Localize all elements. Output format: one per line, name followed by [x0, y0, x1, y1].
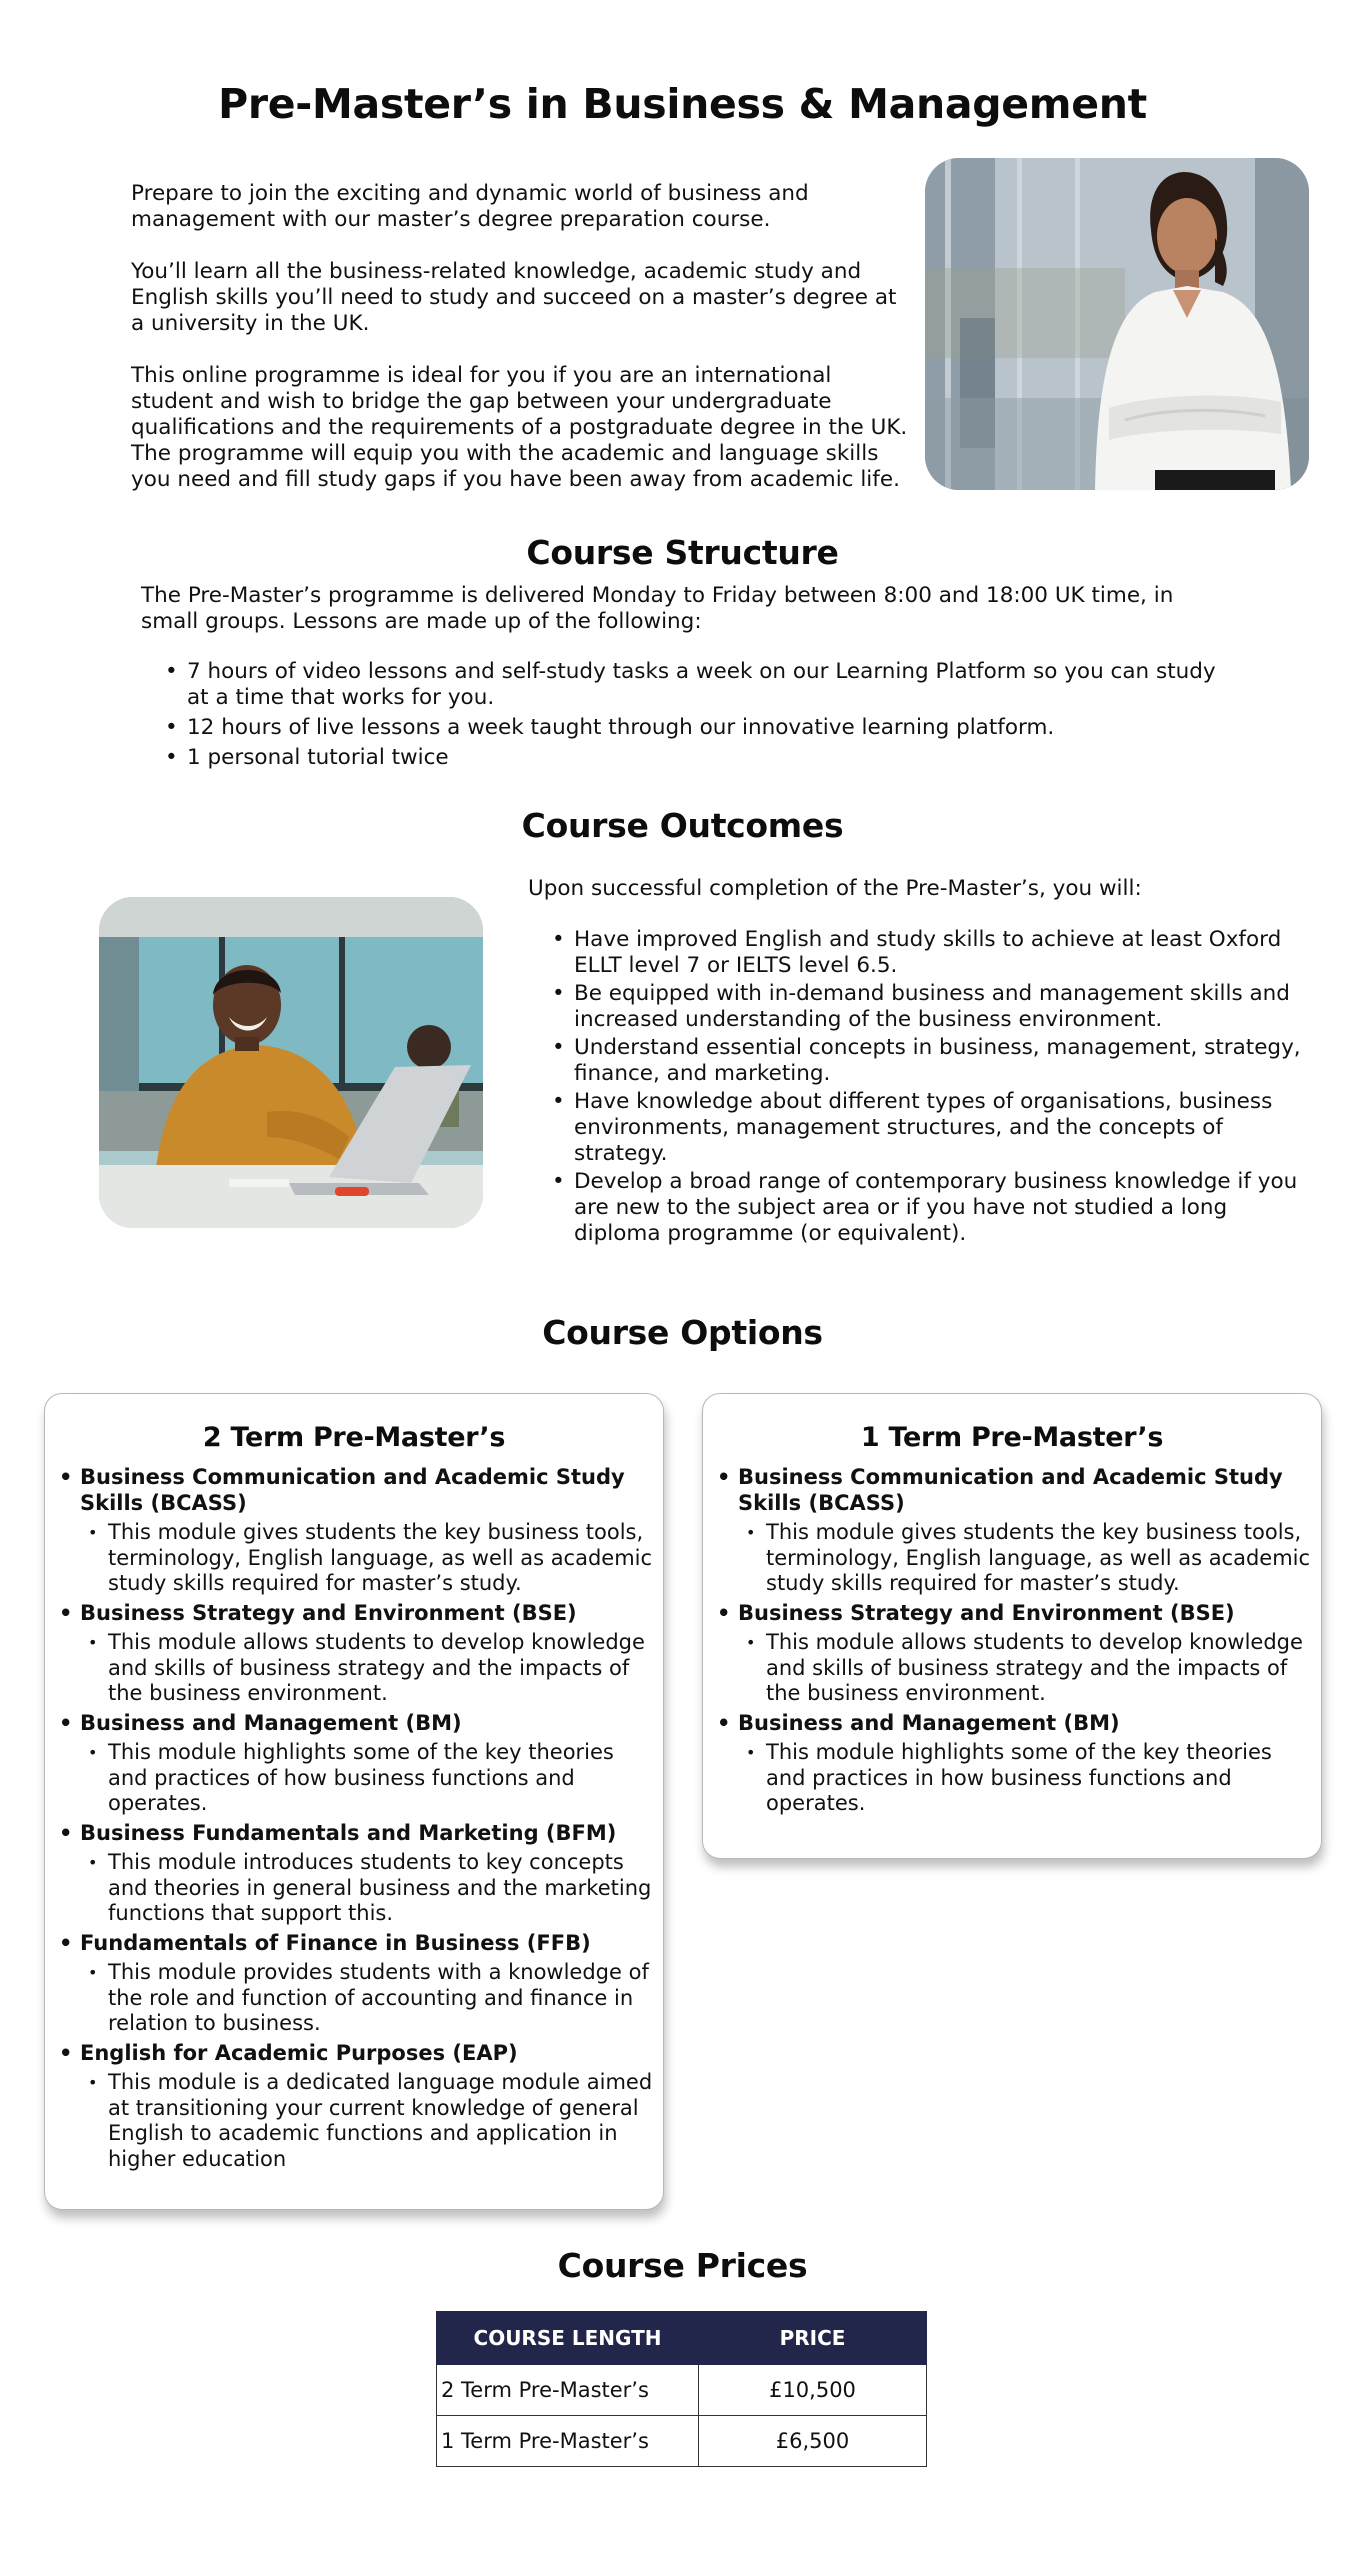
student-laptop-photo [99, 897, 483, 1228]
course-structure-heading: Course Structure [526, 533, 839, 572]
one-term-title: 1 Term Pre-Master’s [860, 1422, 1164, 1453]
module-description: • This module gives students the key business tools, terminology, English language, as well as academic study skills required for master’s study. [738, 1520, 1311, 1597]
course-structure-list [141, 659, 1231, 775]
module-name: • Business Communication and Academic Study Skills (BCASS) [738, 1465, 1283, 1515]
course-outcomes-list [528, 927, 1308, 1249]
table-header-row [437, 2312, 927, 2365]
module-name: • Business Strategy and Environment (BSE) [738, 1600, 1235, 1625]
module-description: • This module allows students to develop knowledge and skills of business strategy and the impacts of the business environment. [80, 1630, 653, 1707]
price-cell: £6,500 [699, 2416, 927, 2467]
column-header-price: PRICE [699, 2312, 927, 2365]
two-term-title: 2 Term Pre-Master’s [202, 1422, 506, 1453]
businesswoman-photo [925, 158, 1309, 490]
module-item [703, 1465, 1321, 1597]
module-name: • Business and Management (BM) [80, 1710, 462, 1735]
module-item [45, 1465, 663, 1597]
module-description: • This module gives students the key business tools, terminology, English language, as well as academic study skills required for master’s study. [80, 1520, 653, 1597]
course-structure-intro [141, 583, 1231, 635]
prices-table [436, 2311, 927, 2467]
module-item [45, 1601, 663, 1707]
course-outcomes-heading: Course Outcomes [521, 806, 844, 845]
module-item [703, 1711, 1321, 1817]
table-row [437, 2365, 927, 2416]
list-item: • 7 hours of video lessons and self-study tasks a week on our Learning Platform so you can study at a time that works for you. [141, 659, 1231, 711]
course-length-cell: 2 Term Pre-Master’s [437, 2365, 699, 2416]
module-description: • This module provides students with a knowledge of the role and function of accounting and finance in relation to business. [80, 1960, 653, 2037]
list-item: • Develop a broad range of contemporary business knowledge if you are new to the subject area or if you have not studied a long diploma programme (or equivalent). [528, 1169, 1308, 1247]
module-item [45, 1821, 663, 1927]
price-cell: £10,500 [699, 2365, 927, 2416]
one-term-module-list [703, 1465, 1321, 1821]
intro-paragraph: Prepare to join the exciting and dynamic world of business and management with our master’s degree preparation course. [131, 181, 809, 232]
module-description: • This module allows students to develop knowledge and skills of business strategy and the impacts of the business environment. [738, 1630, 1311, 1707]
two-term-option-card [44, 1393, 664, 2210]
list-item: • Have improved English and study skills to achieve at least Oxford ELLT level 7 or IELTS level 6.5. [528, 927, 1308, 979]
module-name: • Business Communication and Academic Study Skills (BCASS) [80, 1465, 625, 1515]
page-title: Pre-Master’s in Business & Management [218, 80, 1147, 128]
one-term-option-card [702, 1393, 1322, 1859]
module-item [703, 1601, 1321, 1707]
two-term-module-list [45, 1465, 663, 2176]
course-structure-intro-text: The Pre-Master’s programme is delivered Monday to Friday between 8:00 and 18:00 UK time, in small groups. Lessons are made up of the following: [141, 583, 1174, 634]
course-outcomes-intro: Upon successful completion of the Pre-Master’s, you will: [528, 876, 1142, 901]
student-laptop-illustration [99, 897, 483, 1228]
list-item: • 1 personal tutorial twice [141, 745, 1231, 771]
module-name: • Fundamentals of Finance in Business (FFB) [80, 1930, 591, 1955]
course-length-cell: 1 Term Pre-Master’s [437, 2416, 699, 2467]
intro-paragraph: This online programme is ideal for you if you are an international student and wish to bridge the gap between your undergraduate qualifications and the requirements of a postgraduate degree in the UK. The programme will equip you with the academic and language skills you need and fill study gaps if you have been away from academic life. [131, 363, 908, 492]
module-item [45, 2041, 663, 2173]
column-header-course-length: COURSE LENGTH [437, 2312, 699, 2365]
module-description: • This module highlights some of the key theories and practices in how business functions and operates. [738, 1740, 1311, 1817]
module-name: • Business Strategy and Environment (BSE) [80, 1600, 577, 1625]
module-description: • This module introduces students to key concepts and theories in general business and the marketing functions that support this. [80, 1850, 653, 1927]
list-item: • Be equipped with in-demand business and management skills and increased understanding of the business environment. [528, 981, 1308, 1033]
intro-text [131, 181, 911, 519]
list-item: • Understand essential concepts in business, management, strategy, finance, and marketing. [528, 1035, 1308, 1087]
course-prices-heading: Course Prices [557, 2246, 808, 2285]
module-item [45, 1931, 663, 2037]
module-name: • English for Academic Purposes (EAP) [80, 2040, 518, 2065]
list-item: • Have knowledge about different types of organisations, business environments, management structures, and the concepts of strategy. [528, 1089, 1308, 1167]
module-name: • Business and Management (BM) [738, 1710, 1120, 1735]
intro-paragraph: You’ll learn all the business-related knowledge, academic study and English skills you’ll need to study and succeed on a master’s degree at a university in the UK. [131, 259, 897, 336]
list-item: • 12 hours of live lessons a week taught through our innovative learning platform. [141, 715, 1231, 741]
module-item [45, 1711, 663, 1817]
businesswoman-illustration [925, 158, 1309, 490]
module-name: • Business Fundamentals and Marketing (BFM) [80, 1820, 617, 1845]
module-description: • This module is a dedicated language module aimed at transitioning your current knowledge of general English to academic functions and application in higher education [80, 2070, 653, 2172]
module-description: • This module highlights some of the key theories and practices of how business functions and operates. [80, 1740, 653, 1817]
table-row [437, 2416, 927, 2467]
course-options-heading: Course Options [542, 1313, 823, 1352]
